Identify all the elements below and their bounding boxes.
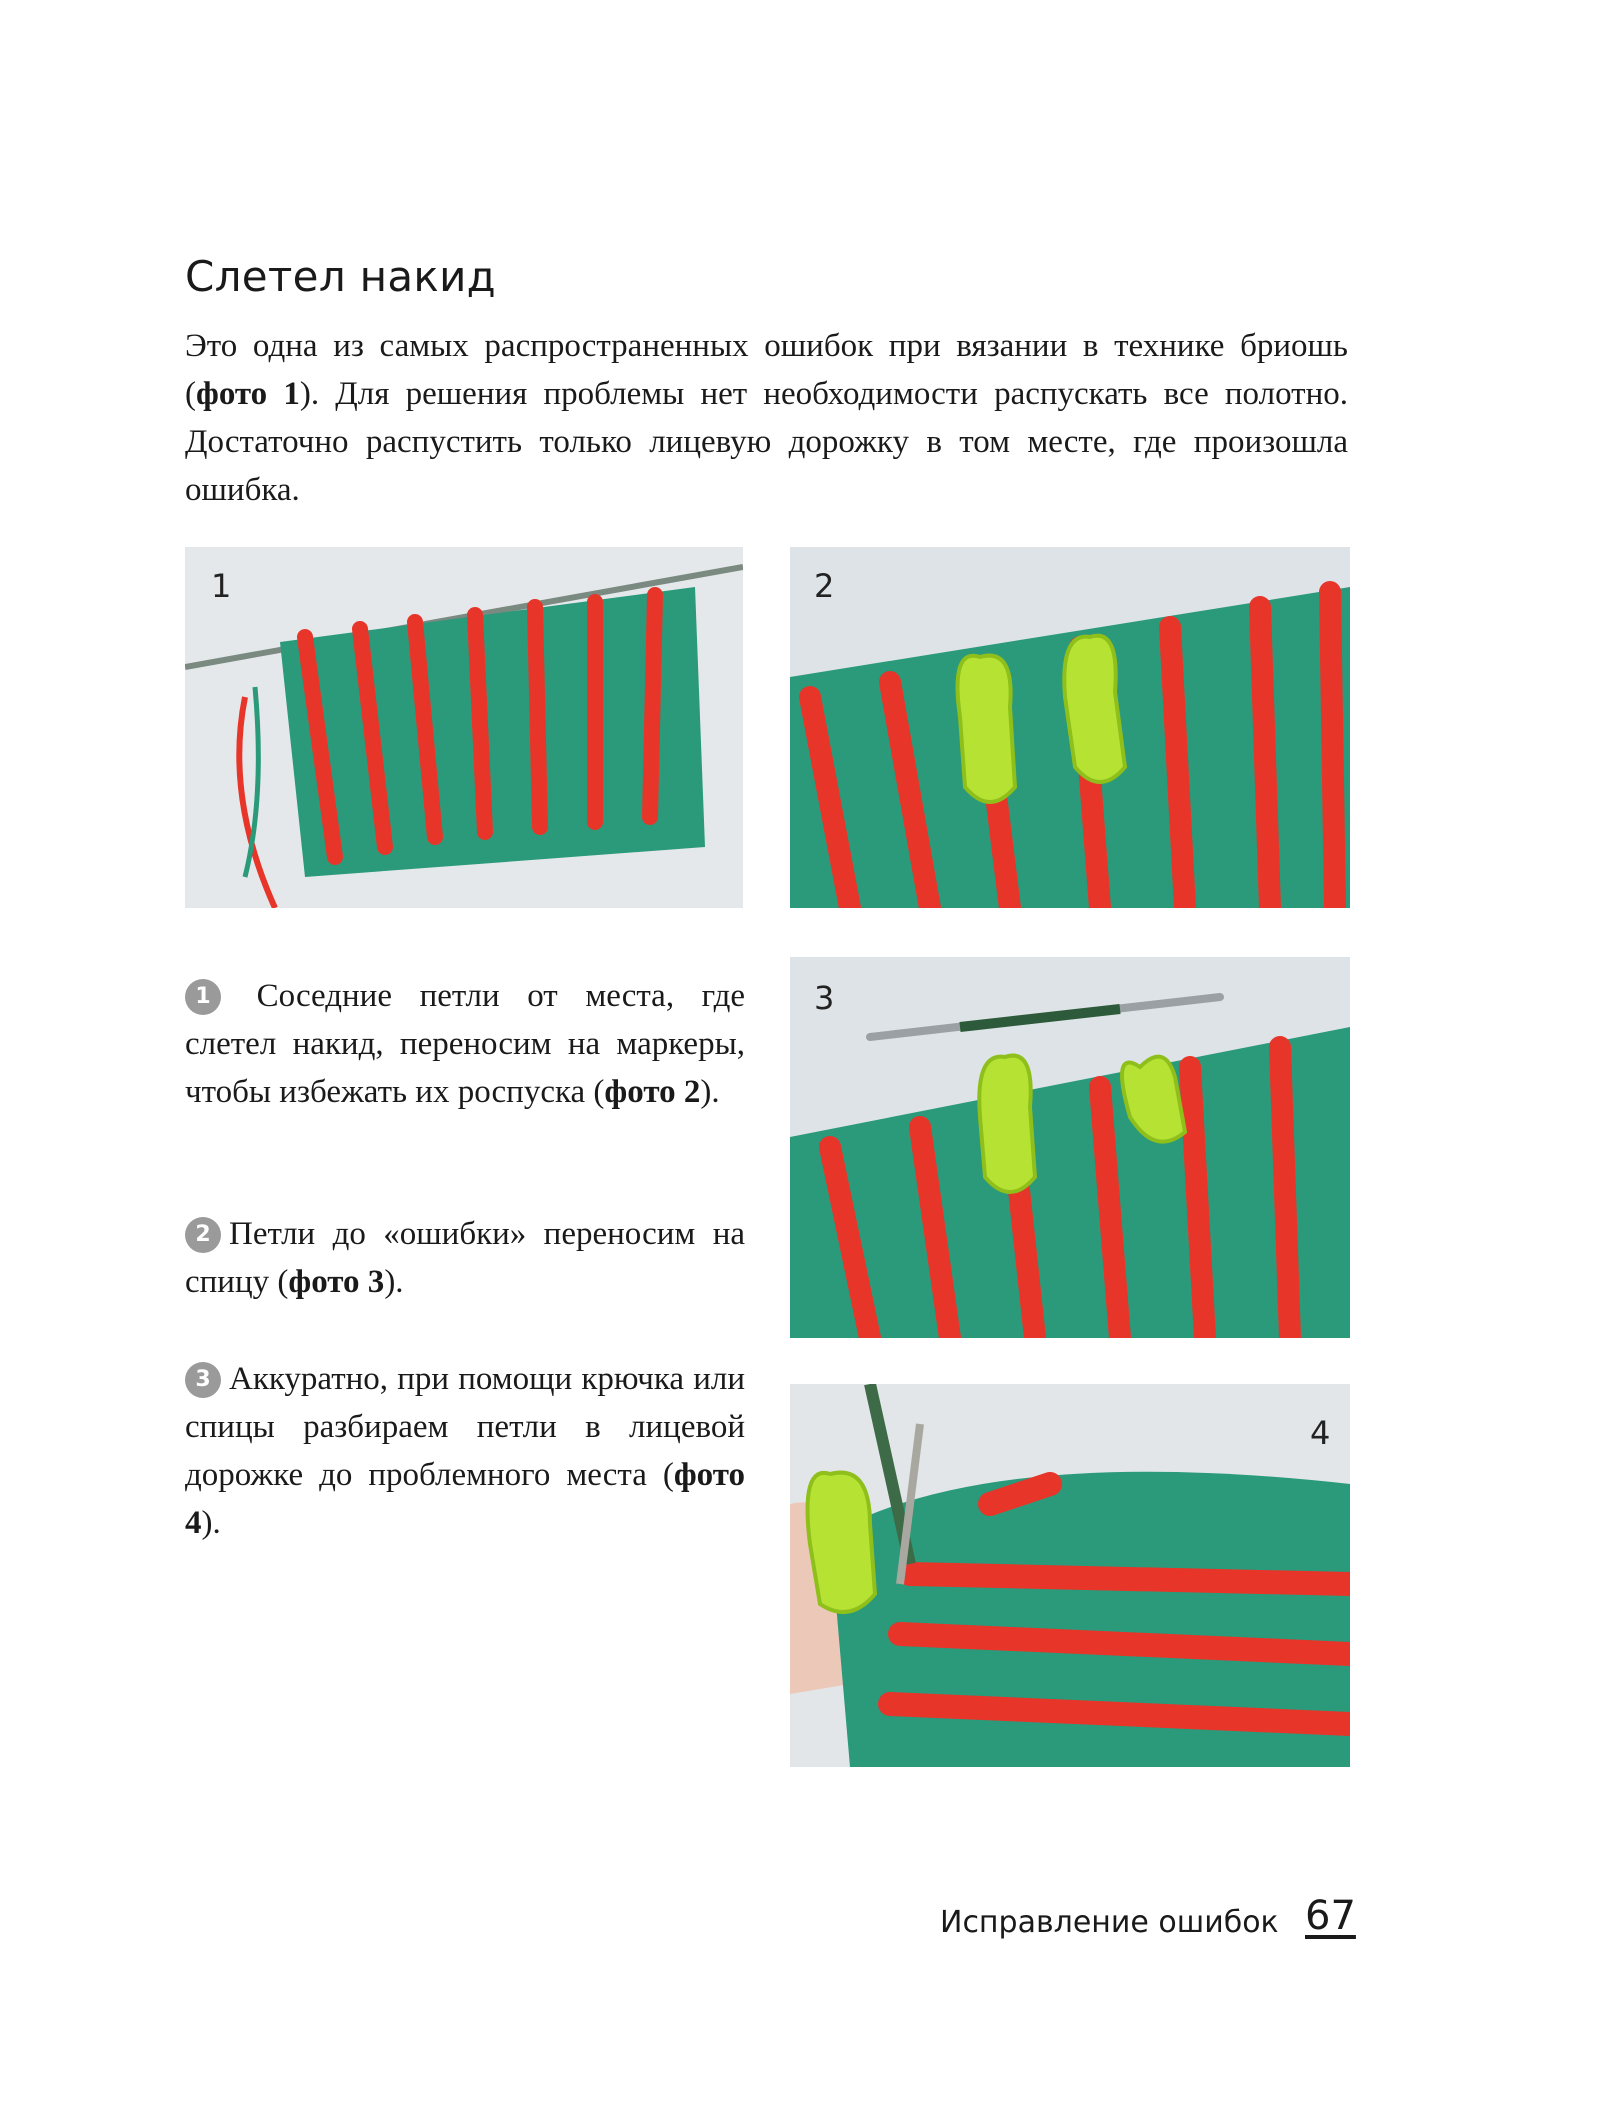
photo-2-image <box>790 547 1350 908</box>
intro-text-part2: ). Для решения проблемы нет необходимости распускать все полотно. Достаточно распустить только лицевую дорожку в том месте, где произошла ошибка. <box>185 376 1348 508</box>
step-3-photo-ref: фото 4 <box>185 1457 745 1541</box>
footer-section-title: Исправление ошибок <box>940 1905 1279 1940</box>
section-heading: Слетел накид <box>185 252 497 301</box>
photo-4-number: 4 <box>1310 1414 1331 1452</box>
page-number: 67 <box>1305 1893 1356 1939</box>
step-3 <box>185 1355 745 1547</box>
step-1-badge: 1 <box>185 979 221 1015</box>
step-3-text-end: ). <box>201 1505 221 1541</box>
step-1-photo-ref: фото 2 <box>604 1074 701 1110</box>
photo-1 <box>185 547 743 908</box>
photo-1-number: 1 <box>211 567 232 605</box>
intro-photo-ref: фото 1 <box>196 376 300 412</box>
intro-paragraph <box>185 322 1348 514</box>
step-1 <box>185 972 745 1116</box>
photo-1-image <box>185 547 743 908</box>
step-2-photo-ref: фото 3 <box>288 1264 385 1300</box>
photo-2-number: 2 <box>814 567 835 605</box>
photo-3-number: 3 <box>814 979 835 1017</box>
photo-4-image <box>790 1384 1350 1767</box>
step-1-text-end: ). <box>700 1074 720 1110</box>
step-2-text: Петли до «ошибки» переносим на спицу ( <box>185 1216 745 1300</box>
step-2-text-end: ). <box>384 1264 404 1300</box>
photo-3 <box>790 957 1350 1338</box>
intro-text-part1: Это одна из самых распространенных ошибок при вязании в технике бриошь ( <box>185 328 1348 412</box>
step-1-text: Соседние петли от места, где слетел накид, переносим на маркеры, чтобы избежать их роспуска ( <box>185 978 746 1110</box>
step-3-badge: 3 <box>185 1362 221 1398</box>
photo-3-image <box>790 957 1350 1338</box>
step-2 <box>185 1210 745 1306</box>
photo-2 <box>790 547 1350 908</box>
photo-4 <box>790 1384 1350 1767</box>
step-2-badge: 2 <box>185 1217 221 1253</box>
step-3-text: Аккуратно, при помощи крючка или спицы разбираем петли в лицевой дорожке до проблемного места ( <box>185 1361 745 1493</box>
